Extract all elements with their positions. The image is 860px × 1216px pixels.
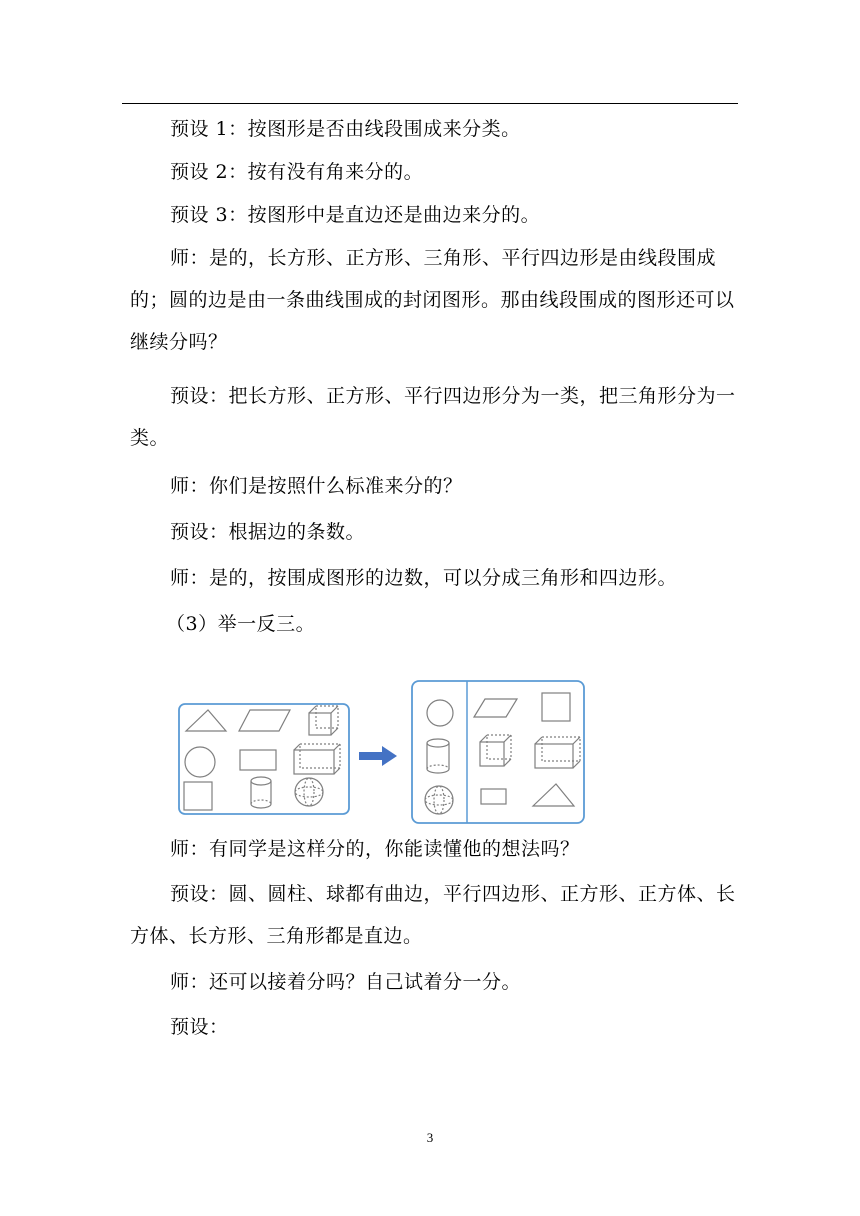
paragraph-preset-7: 预设：	[170, 1016, 229, 1038]
paragraph-section-3: （3）举一反三。	[166, 613, 316, 635]
square-icon	[184, 782, 212, 810]
cube-icon	[480, 735, 511, 766]
triangle-icon	[533, 784, 574, 806]
paragraph-teacher-4: 师：有同学是这样分的，你能读懂他的想法吗？	[170, 838, 580, 860]
triangle-icon	[186, 710, 226, 731]
circle-icon	[185, 747, 215, 777]
sphere-icon	[425, 786, 453, 814]
paragraph-teacher-3: 师：是的，按围成图形的边数，可以分成三角形和四边形。	[170, 567, 678, 589]
cuboid-icon	[535, 737, 580, 768]
paragraph-teacher-5: 师：还可以接着分吗？自己试着分一分。	[170, 971, 522, 993]
square-icon	[542, 693, 570, 721]
header-rule	[122, 103, 738, 104]
paragraph-teacher-1: 师：是的，长方形、正方形、三角形、平行四边形是由线段围成的；圆的边是由一条曲线围成的封闭图形。那由线段围成的图形还可以继续分吗？	[130, 247, 735, 353]
rectangle-icon	[240, 750, 276, 770]
cylinder-icon	[251, 777, 271, 808]
parallelogram-icon	[474, 699, 517, 717]
sorted-shapes-box	[412, 681, 584, 823]
rectangle-icon	[481, 789, 506, 804]
circle-icon	[427, 700, 453, 726]
paragraph-preset-6: 预设：圆、圆柱、球都有曲边，平行四边形、正方形、正方体、长方体、长方形、三角形都是直边。	[130, 883, 736, 947]
arrow-icon	[359, 746, 397, 766]
paragraph-preset-4: 预设：把长方形、正方形、平行四边形分为一类，把三角形分为一类。	[130, 385, 736, 449]
sphere-icon	[295, 778, 323, 806]
paragraph-preset-2: 预设 2：按有没有角来分的。	[170, 161, 424, 183]
cuboid-icon	[294, 744, 340, 774]
paragraph-preset-1: 预设 1：按图形是否由线段围成来分类。	[170, 118, 521, 140]
cube-icon	[309, 706, 338, 735]
paragraph-preset-5: 预设：根据边的条数。	[170, 521, 366, 543]
parallelogram-icon	[239, 710, 290, 731]
page-number: 3	[426, 1130, 434, 1145]
cylinder-icon	[427, 739, 449, 773]
paragraph-teacher-2: 师：你们是按照什么标准来分的？	[170, 475, 463, 497]
unsorted-shapes-box	[179, 704, 349, 814]
paragraph-preset-3: 预设 3：按图形中是直边还是曲边来分的。	[170, 204, 541, 226]
shape-classification-figure	[176, 678, 590, 828]
